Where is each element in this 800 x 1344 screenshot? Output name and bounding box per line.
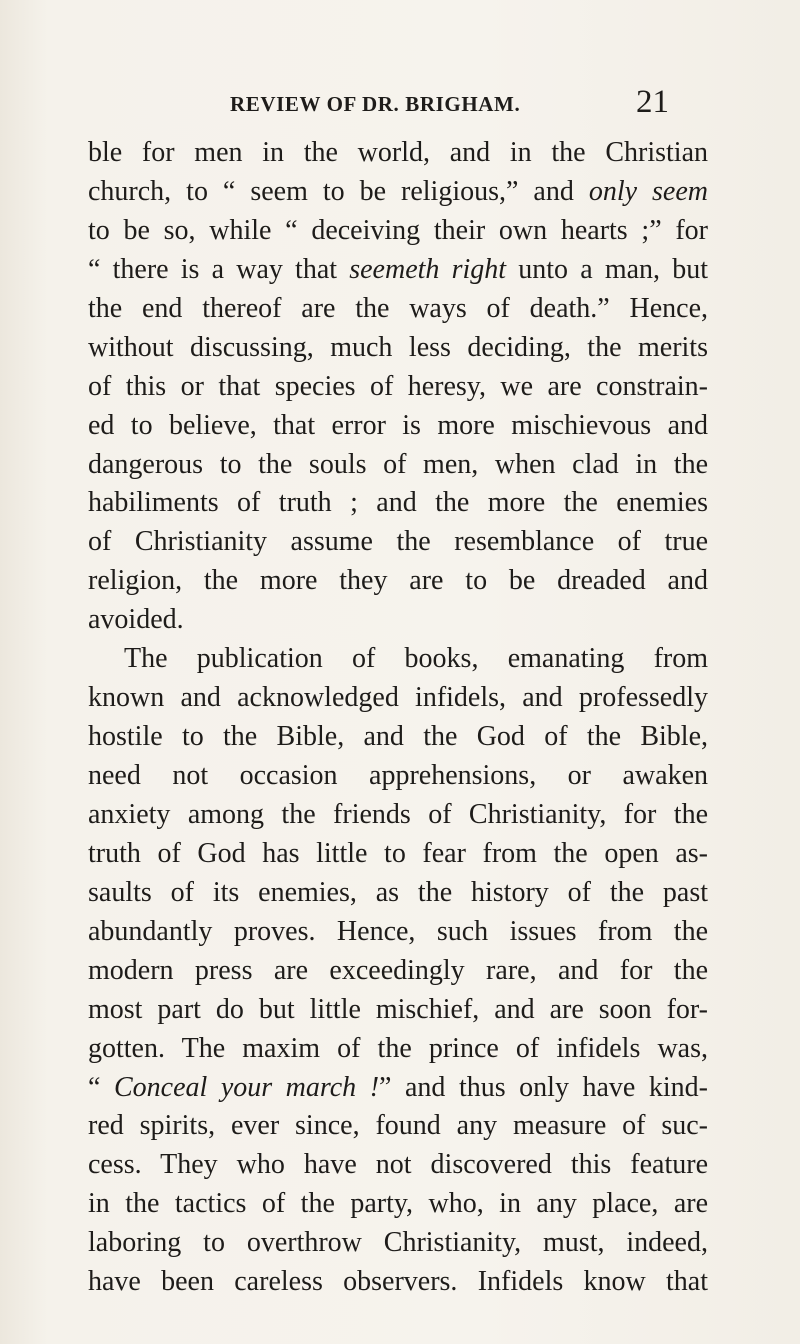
page-number: 21 bbox=[636, 84, 669, 120]
text-line: red spirits, ever since, found any measure of suc- bbox=[88, 1110, 708, 1142]
text-line: the end thereof are the ways of death.” Hence, bbox=[88, 292, 708, 324]
text-line: known and acknowledged infidels, and professedly bbox=[88, 682, 708, 714]
text-line: saults of its enemies, as the history of the past bbox=[88, 876, 708, 908]
running-head: REVIEW OF DR. BRIGHAM. bbox=[230, 92, 521, 116]
text-line: gotten. The maxim of the prince of infidels was, bbox=[88, 1032, 708, 1064]
text-line: hostile to the Bible, and the God of the Bible, bbox=[88, 721, 708, 753]
text-line: abundantly proves. Hence, such issues from the bbox=[88, 915, 708, 947]
text-line: without discussing, much less deciding, the merits bbox=[88, 331, 708, 363]
text-line: ed to believe, that error is more mischievous and bbox=[88, 409, 708, 441]
body-text bbox=[88, 134, 708, 1302]
text-line: “ there is a way that seemeth right unto a man, but bbox=[88, 253, 708, 285]
text-line: need not occasion apprehensions, or awaken bbox=[88, 760, 708, 791]
text-line: to be so, while “ deceiving their own hearts ;” for bbox=[88, 214, 708, 246]
text-line: cess. They who have not discovered this feature bbox=[88, 1149, 708, 1181]
text-line: ble for men in the world, and in the Christian bbox=[88, 137, 708, 168]
text-line: habiliments of truth ; and the more the enemies bbox=[88, 487, 708, 519]
text-line: of Christianity assume the resemblance of true bbox=[88, 526, 708, 558]
text-line: laboring to overthrow Christianity, must, indeed, bbox=[88, 1227, 708, 1259]
text-line: religion, the more they are to be dreaded and bbox=[88, 565, 708, 597]
text-line: “ Conceal your march !” and thus only have kind- bbox=[88, 1071, 708, 1103]
text-line: of this or that species of heresy, we are constrain- bbox=[88, 370, 708, 402]
text-line: anxiety among the friends of Christianity, for the bbox=[88, 798, 708, 830]
text-line: church, to “ seem to be religious,” and only seem bbox=[88, 175, 708, 207]
page-header bbox=[0, 84, 800, 124]
text-line: have been careless observers. Infidels know that bbox=[88, 1266, 708, 1298]
text-line: most part do but little mischief, and are soon for- bbox=[88, 993, 708, 1025]
text-line: modern press are exceedingly rare, and for the bbox=[88, 954, 708, 986]
text-line: The publication of books, emanating from bbox=[124, 643, 708, 675]
text-line: in the tactics of the party, who, in any place, are bbox=[88, 1188, 708, 1220]
text-line: avoided. bbox=[88, 604, 184, 636]
text-line: dangerous to the souls of men, when clad in the bbox=[88, 448, 708, 480]
text-line: truth of God has little to fear from the open as- bbox=[88, 837, 708, 869]
